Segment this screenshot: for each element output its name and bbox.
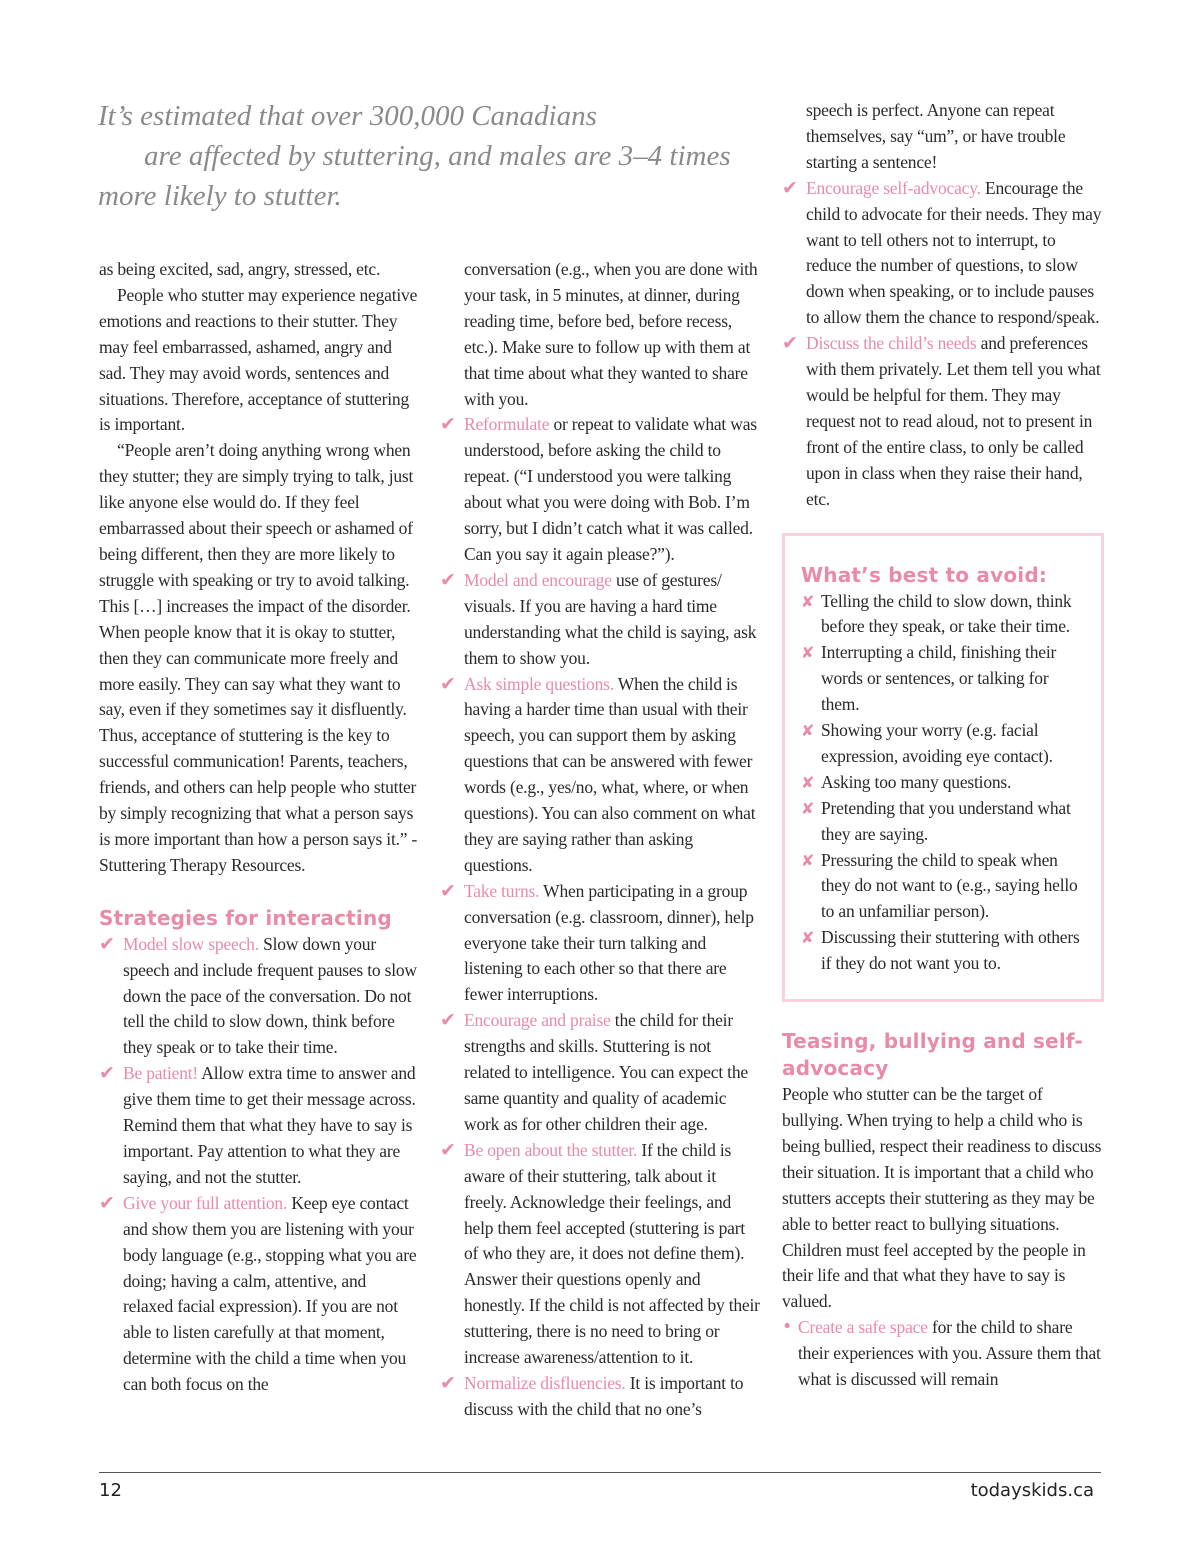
- checkmark-icon: ✔: [440, 1009, 456, 1032]
- column-1: [99, 257, 419, 1398]
- checkmark-icon: ✔: [440, 568, 456, 591]
- cross-icon: ✘: [801, 643, 815, 663]
- strategy-title: Model slow speech.: [123, 933, 259, 954]
- strategy-text: Keep eye contact and show them you are listening with your body language (e.g., stopping what you are doing; having a calm, attentive, and relaxed facial expression). If you are not able to listen carefully at that moment, determine with the child a time when you can both focus on the: [123, 1192, 417, 1395]
- footer-divider: [99, 1472, 1101, 1473]
- avoid-item: [801, 589, 1085, 641]
- cross-icon: ✘: [801, 798, 815, 818]
- strategy-item: [440, 412, 760, 567]
- strategy-text: When participating in a group conversation (e.g. classroom, dinner), help everyone take their turn talking and listening to each other so that there are fewer interruptions.: [464, 880, 754, 1005]
- avoid-heading: What’s best to avoid:: [801, 562, 1048, 587]
- checkmark-icon: ✔: [99, 1191, 115, 1214]
- avoid-item-text: Discussing their stuttering with others if they do not want you to.: [821, 927, 1080, 974]
- strategy-title: Be patient!: [123, 1063, 199, 1084]
- avoid-item-text: Telling the child to slow down, think before they speak, or take their time.: [821, 590, 1072, 637]
- strategy-text: and preferences with them privately. Let them tell you what would be helpful for them. They may request not to read aloud, not to present in front of the entire class, to only be called upon in class when they raise their hand, etc.: [806, 333, 1101, 509]
- avoid-item-text: Interrupting a child, finishing their words or sentences, or talking for them.: [821, 642, 1057, 715]
- strategy-title: Reformulate: [464, 414, 550, 435]
- strategy-item: [440, 672, 760, 879]
- avoid-item: [801, 718, 1085, 770]
- cross-icon: ✘: [801, 721, 815, 741]
- checkmark-icon: ✔: [782, 332, 798, 355]
- strategy-text: If the child is aware of their stuttering, talk about it freely. Acknowledge their feelings, and help them feel accepted (stuttering is part of who they are, it does not define them). Answer their questions openly and honestly. If the child is not affected by their stuttering, there is no need to bring or increase awareness/attention to it.: [464, 1139, 760, 1368]
- bullet-dot-icon: •: [782, 1317, 793, 1338]
- avoid-item-text: Pretending that you understand what they are saying.: [821, 797, 1071, 844]
- checkmark-icon: ✔: [440, 672, 456, 695]
- strategy-item: [99, 932, 419, 1062]
- strategy-title: Be open about the stutter.: [464, 1139, 638, 1160]
- strategy-text: Allow extra time to answer and give them time to get their message across. Remind them that what they have to say is important. Pay attention to what they are saying, and not the stutter.: [123, 1063, 416, 1187]
- strategy-item: [782, 331, 1104, 512]
- avoid-item: [801, 770, 1085, 796]
- strategy-item: [440, 1008, 760, 1138]
- pull-quote-line-3: more likely to stutter.: [98, 180, 342, 212]
- pull-quote-line-1: It’s estimated that over 300,000 Canadians: [98, 100, 597, 132]
- strategy-item: [99, 1061, 419, 1191]
- section-heading-strategies: Strategies for interacting: [99, 905, 392, 930]
- checkmark-icon: ✔: [440, 413, 456, 436]
- bullet-title: Create a safe space: [798, 1317, 928, 1338]
- checkmark-icon: ✔: [99, 1062, 115, 1085]
- column-2: [440, 257, 760, 1423]
- paragraph: as being excited, sad, angry, stressed, etc.: [99, 259, 381, 279]
- strategy-text: It is important to discuss with the child that no one’s: [464, 1372, 744, 1419]
- checkmark-icon: ✔: [99, 932, 115, 955]
- avoid-item-text: Asking too many questions.: [821, 771, 1012, 792]
- checkmark-icon: ✔: [440, 1371, 456, 1394]
- avoid-box: [782, 533, 1104, 1003]
- cross-icon: ✘: [801, 591, 815, 611]
- strategy-text: use of gestures/ visuals. If you are having a hard time understanding what the child is saying, ask them to show you.: [464, 569, 757, 668]
- strategy-title: Discuss the child’s needs: [806, 333, 977, 354]
- bullet-item: [782, 1315, 1104, 1393]
- strategy-text: When the child is having a harder time than usual with their speech, you can support them by asking questions that can be answered with fewer words (e.g., yes/no, what, where, or when questions). You can also comment on what they are saying rather than asking questions.: [464, 673, 756, 875]
- strategy-text: or repeat to validate what was understood, before asking the child to repeat. (“I understood you were talking about what you were doing with Bob. I’m sorry, but I didn’t catch what it was called. Can you say it again please?”).: [464, 414, 757, 564]
- page-number: 12: [99, 1480, 122, 1501]
- strategy-title: Ask simple questions.: [464, 673, 614, 694]
- avoid-item: [801, 925, 1085, 977]
- strategy-item: [782, 176, 1104, 331]
- pull-quote: [98, 96, 758, 216]
- cross-icon: ✘: [801, 928, 815, 948]
- avoid-item: [801, 640, 1085, 718]
- site-name: todayskids.ca: [970, 1480, 1094, 1501]
- paragraph: “People aren’t doing anything wrong when they stutter; they are simply trying to talk, just like anyone else would do. If they feel embarrassed about their speech or ashamed of being different, then they are more likely to struggle with speaking or try to avoid talking. This […] increases the impact of the disorder. When people know that it is okay to stutter, then they can communicate more freely and more easily. They can say what they want to say, even if they sometimes say it disfluently. Thus, acceptance of stuttering is the key to successful communication! Parents, teachers, friends, and others can help people who stutter by simply recognizing that what a person says is more important than how a person says it.” - Stuttering Therapy Resources.: [99, 440, 418, 875]
- strategy-title: Normalize disfluencies.: [464, 1372, 626, 1393]
- strategy-item: [99, 1191, 419, 1398]
- avoid-item: [801, 796, 1085, 848]
- cross-icon: ✘: [801, 850, 815, 870]
- strategy-title: Give your full attention.: [123, 1192, 288, 1213]
- avoid-item: [801, 848, 1085, 926]
- strategy-title: Encourage and praise: [464, 1010, 611, 1031]
- strategy-item: [440, 1371, 760, 1423]
- strategy-title: Encourage self-advocacy.: [806, 177, 981, 198]
- strategy-title: Model and encourage: [464, 569, 612, 590]
- cross-icon: ✘: [801, 772, 815, 792]
- checkmark-icon: ✔: [440, 879, 456, 902]
- pull-quote-line-2: are affected by stuttering, and males are 3–4 times: [144, 140, 731, 172]
- checkmark-icon: ✔: [782, 176, 798, 199]
- paragraph: conversation (e.g., when you are done with your task, in 5 minutes, at dinner, during reading time, before bed, before recess, etc.). Make sure to follow up with them at that time about what they wanted to share with you.: [464, 259, 758, 409]
- column-3: [782, 98, 1104, 1393]
- paragraph: speech is perfect. Anyone can repeat themselves, say “um”, or have trouble starting a sentence!: [806, 100, 1066, 172]
- checkmark-icon: ✔: [440, 1138, 456, 1161]
- strategy-item: [440, 568, 760, 672]
- paragraph: People who stutter may experience negative emotions and reactions to their stutter. They may feel embarrassed, ashamed, angry and sad. They may avoid words, sentences and situations. Therefore, acceptance of stuttering is important.: [99, 284, 418, 435]
- strategy-title: Take turns.: [464, 880, 540, 901]
- bullet-text: for the child to share their experiences with you. Assure them that what is discussed will remain: [798, 1317, 1101, 1390]
- avoid-item-text: Showing your worry (e.g. facial expression, avoiding eye contact).: [821, 720, 1053, 766]
- strategy-item: [440, 879, 760, 1009]
- strategy-text: the child for their strengths and skills. Stuttering is not related to intelligence. You can expect the same quantity and quality of academic work as for other children their age.: [464, 1010, 748, 1134]
- strategy-item: [440, 1138, 760, 1371]
- strategy-text: Slow down your speech and include frequent pauses to slow down the pace of the conversation. Do not tell the child to slow down, think before they speak or to take their time.: [123, 933, 417, 1058]
- strategy-text: Encourage the child to advocate for their needs. They may want to tell others not to interrupt, to reduce the number of questions, to slow down when speaking, or to include pauses to allow them the chance to respond/speak.: [806, 177, 1102, 328]
- avoid-item-text: Pressuring the child to speak when they do not want to (e.g., saying hello to an unfamiliar person).: [821, 849, 1078, 922]
- paragraph: People who stutter can be the target of bullying. When trying to help a child who is being bullied, respect their readiness to discuss their situation. It is important that a child who stutters accepts their stuttering as they may be able to better react to bullying situations. Children must feel accepted by the people in their life and that what they have to say is valued.: [782, 1084, 1102, 1312]
- section-heading-teasing: Teasing, bullying and self-advocacy: [782, 1029, 1083, 1081]
